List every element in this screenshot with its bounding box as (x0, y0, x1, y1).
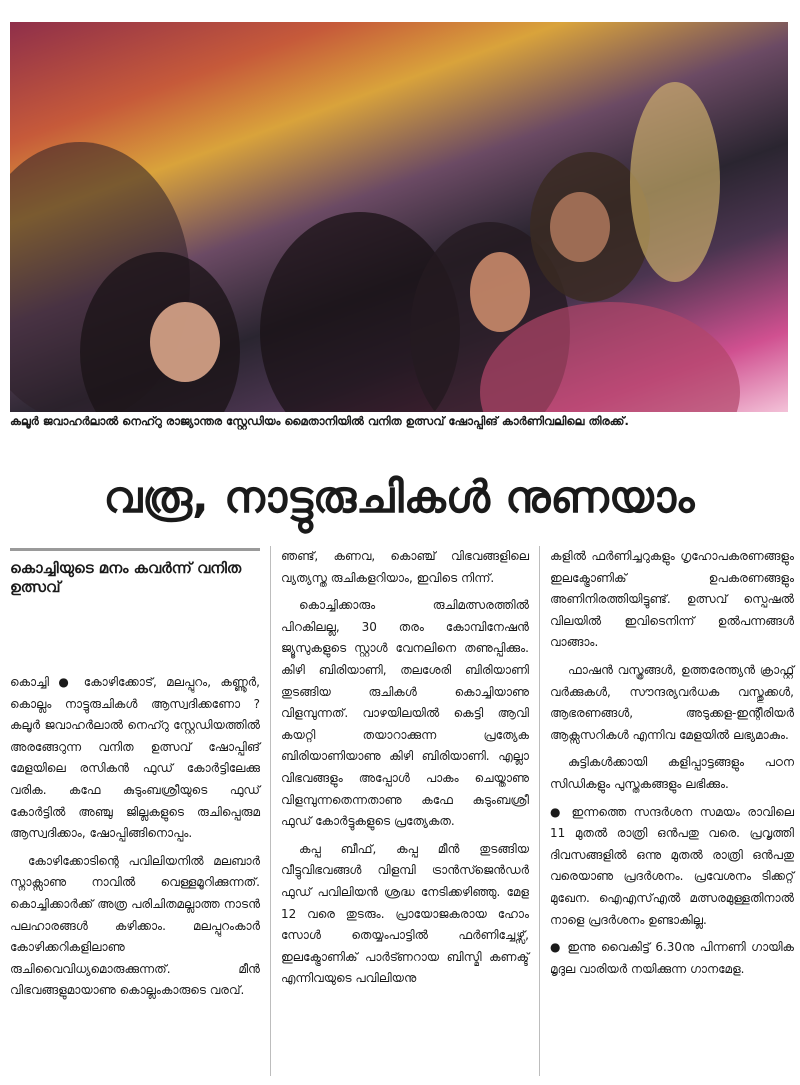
paragraph: കളിൽ ഫർണിച്ചറുകളും ഗൃഹോപകരണങ്ങളും ഇലക്ട്രോണിക് ഉപകരണങ്ങളും അണിനിരത്തിയിട്ടുണ്ട്. ഉത്സവ് സ്പെഷൽ വിലയിൽ ഇവിടെനിന്ന് ഉൽപന്നങ്ങൾ വാങ്ങാം. (550, 549, 794, 650)
paragraph: ഫാഷൻ വസ്ത്രങ്ങൾ, ഉത്തരേന്ത്യൻ ക്രാഫ്റ്റ് വർക്കുകൾ, സൗന്ദര്യവർധക വസ്തുക്കൾ, ആഭരണങ്ങൾ, അടുക്കള-ഇന്റീരിയർ ആക്സസറികൾ എന്നിവ മേളയിൽ ലഭ്യമാകും. (550, 662, 794, 742)
paragraph: കോഴിക്കോടിന്റെ പവിലിയനിൽ മലബാർ സ്നാക്സാണു നാവിൽ വെള്ളമൂറിക്കുന്നത്. കൊച്ചിക്കാർക്ക് അത്ര പരിചിതമല്ലാത്ത നാടൻ പലഹാരങ്ങൾ കഴിക്കാം. മലപ്പുറംകാർ കോഴിക്കറികളിലാണു രുചിവൈവിധ്യമൊരുക്കുന്നത്. മീൻ വിഭവങ്ങളുമായാണു കൊല്ലംകാരുടെ വരവ്. (10, 853, 260, 998)
paragraph: ● ഇന്നു വൈകിട്ട് 6.30നു പിന്നണി ഗായിക മൃദുല വാരിയർ നയിക്കുന്ന ഗാനമേള. (550, 940, 794, 976)
paragraph: ● ഇന്നത്തെ സന്ദർശന സമയം രാവിലെ 11 മുതൽ രാത്രി ഒൻപതു വരെ. പ്രവൃത്തി ദിവസങ്ങളിൽ ഒന്നു മുതൽ രാത്രി ഒൻപതു വരെയാണു പ്രദർശനം. പ്രവേശനം ടിക്കറ്റ് മുഖേന. ഐഎസ്എൽ മത്സരമുള്ളതിനാൽ നാളെ പ്രദർശനം ഉണ്ടാകില്ല. (550, 804, 794, 927)
page-title: വരൂ, നാട്ടുരുചികൾ നുണയാം (103, 472, 695, 523)
paragraph: കൊച്ചി ● കോഴിക്കോട്, മലപ്പുറം, കണ്ണൂർ, കൊല്ലം നാട്ടുരുചികൾ ആസ്വദിക്കണോ ? കലൂർ ജവാഹർലാൽ നെഹ്റു സ്റ്റേഡിയത്തിൽ അരങ്ങേറുന്ന വനിത ഉത്സവ് ഷോപ്പിങ് മേളയിലെ രസികൻ ഫുഡ് കോർട്ടിലേക്കു വരിക. കഫേ കുടുംബശ്രീയുടെ ഫുഡ് കോർട്ടിൽ അഞ്ചു ജില്ലകളുടെ രുചിപ്പെരുമ ആസ്വദിക്കാം, ഷോപ്പിങ്ങിനൊപ്പം. (10, 675, 260, 841)
paragraph: ഞണ്ട്, കണവ, കൊഞ്ച് വിഭവങ്ങളിലെ വ്യത്യസ്ത രുചികളറിയാം, ഇവിടെ നിന്ന്. (281, 549, 529, 585)
article-column-1 (10, 672, 260, 1008)
column-divider (270, 546, 271, 1076)
paragraph: കപ്പ ബീഫ്, കപ്പ മീൻ തുടങ്ങിയ വീട്ടുവിഭവങ്ങൾ വിളമ്പി ട്രാൻസ്ജെൻഡർ ഫുഡ് പവിലിയൻ ശ്രദ്ധ നേടിക്കഴിഞ്ഞു. മേള 12 വരെ തുടരും. പ്രായോജകരായ ഹോം സോൾ തെയ്യംപാട്ടിൽ ഫർണിച്ചേഴ്സ്, ഇലക്ട്രോണിക് പാർട്ണറായ ബിസ്മി കണക്ട് എന്നിവയുടെ പവിലിയനു (281, 841, 529, 986)
photo-caption: കലൂർ ജവാഹർലാൽ നെഹ്റു രാജ്യാന്തര സ്റ്റേഡിയം മൈതാനിയിൽ വനിത ഉത്സവ് ഷോപ്പിങ് കാർണിവലിലെ തിരക്ക്. (10, 414, 629, 428)
article-column-3 (550, 546, 794, 986)
subheadline: കൊച്ചിയുടെ മനം കവർന്ന് വനിത ഉത്സവ് (10, 548, 260, 597)
article-column-2 (281, 546, 529, 996)
festival-crowd-photo (10, 22, 788, 412)
paragraph: കുട്ടികൾക്കായി കളിപ്പാട്ടങ്ങളും പഠന സിഡികളും പുസ്തകങ്ങളും ലഭിക്കും. (550, 755, 794, 791)
column-divider (539, 546, 540, 1076)
paragraph: കൊച്ചിക്കാരും രുചിമത്സരത്തിൽ പിറകിലല്ല, 30 തരം കോമ്പിനേഷൻ ജ്യൂസുകളുടെ സ്റ്റാൾ വേനലിനെ തണുപ്പിക്കും. കിഴി ബിരിയാണി, തലശേരി ബിരിയാണി തുടങ്ങിയ രുചികൾ കൊച്ചിയാണു വിളമ്പുന്നത്. വാഴയിലയിൽ കെട്ടി ആവി കയറ്റി തയാറാക്കുന്ന പ്രത്യേക ബിരിയാണിയാണു കിഴി ബിരിയാണി. എല്ലാ വിഭവങ്ങളും അപ്പോൾ പാകം ചെയ്താണു വിളമ്പുന്നതെന്നതാണു കഫേ കുടുംബശ്രീ ഫുഡ് കോർട്ടുകളുടെ പ്രത്യേകത. (281, 598, 529, 829)
